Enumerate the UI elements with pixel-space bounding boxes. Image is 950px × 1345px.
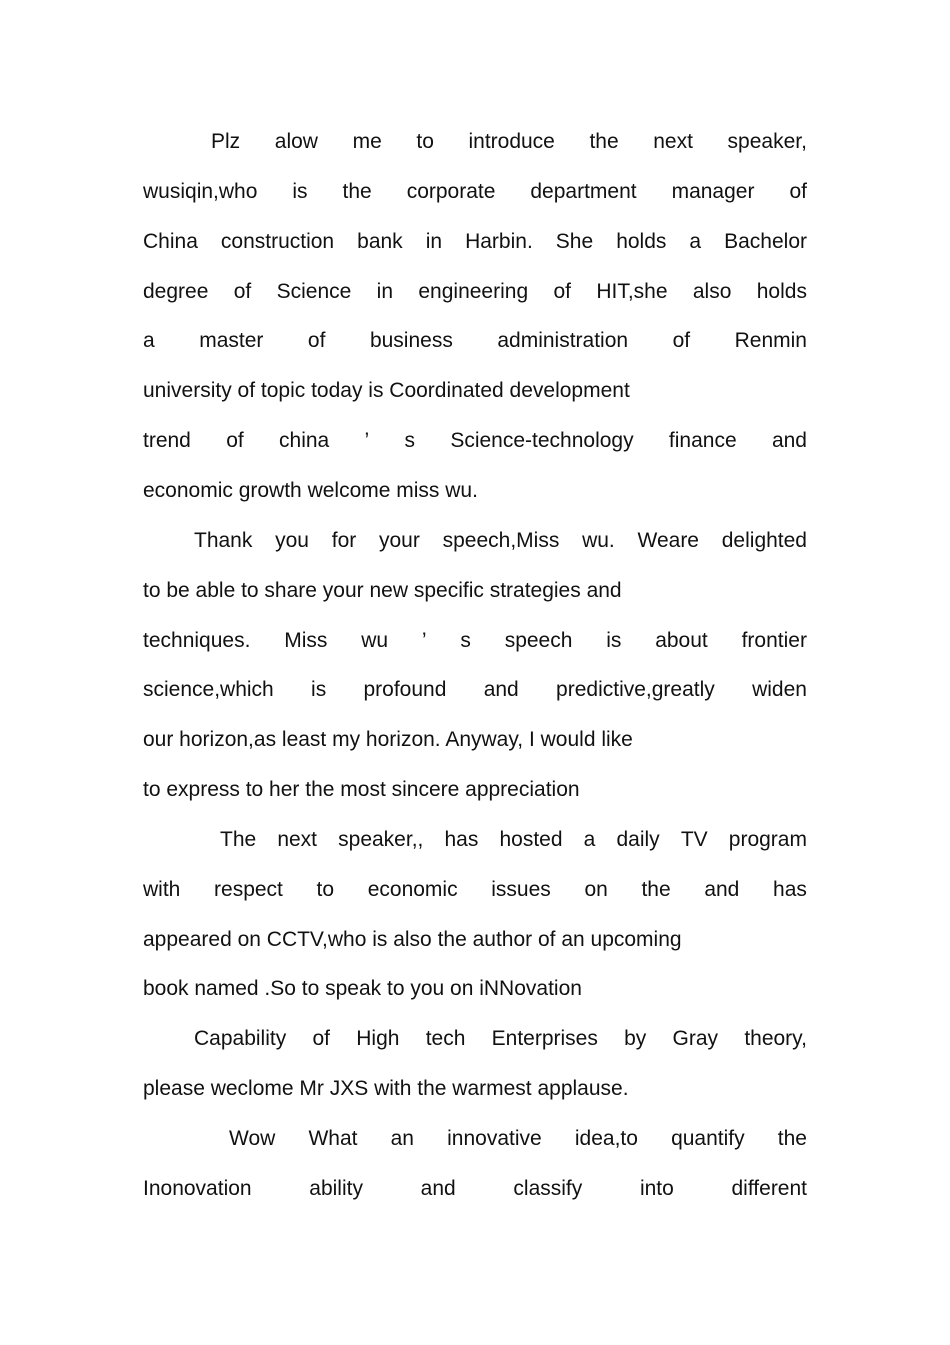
word: tech <box>425 1027 466 1050</box>
word: the <box>342 180 372 203</box>
word: Harbin. <box>465 230 533 253</box>
word: is <box>606 629 622 652</box>
word: High <box>356 1027 400 1050</box>
word: She <box>555 230 594 253</box>
word: next <box>653 130 693 153</box>
word: bank <box>357 230 403 253</box>
word: holds <box>756 280 807 303</box>
word: the <box>777 1127 807 1150</box>
word: speaker, <box>727 130 807 153</box>
text-line <box>143 478 807 504</box>
text-line <box>143 279 807 305</box>
word: daily <box>616 828 660 851</box>
word: hosted <box>499 828 563 851</box>
word: speech <box>504 629 573 652</box>
word: in <box>425 230 443 253</box>
word: Renmin <box>734 329 807 352</box>
text-line <box>143 428 807 454</box>
word: holds <box>616 230 667 253</box>
word: an <box>390 1127 414 1150</box>
text-line <box>143 328 807 354</box>
word: theory, <box>744 1027 807 1050</box>
word: economic <box>367 878 458 901</box>
word: introduce <box>468 130 555 153</box>
word: Capability <box>194 1027 287 1050</box>
word: master <box>199 329 264 352</box>
word: profound <box>363 678 447 701</box>
word: appeared on CCTV,who is also the author of an upcoming <box>143 928 682 951</box>
word: wusiqin,who <box>143 180 258 203</box>
word: speech,Miss <box>442 529 560 552</box>
word: administration <box>497 329 629 352</box>
word: also <box>692 280 732 303</box>
word: degree <box>143 280 209 303</box>
word: engineering <box>418 280 529 303</box>
word: business <box>369 329 453 352</box>
word: Enterprises <box>491 1027 598 1050</box>
word: quantify <box>671 1127 745 1150</box>
word: wu <box>361 629 389 652</box>
word: delighted <box>721 529 807 552</box>
word: of <box>312 1027 330 1050</box>
word: please weclome Mr JXS with the warmest applause. <box>143 1077 629 1100</box>
word: to express to her the most sincere appreciation <box>143 778 580 801</box>
word: Plz <box>211 130 241 153</box>
text-line <box>143 976 807 1002</box>
word: s <box>460 629 471 652</box>
word: and <box>704 878 740 901</box>
word: and <box>771 429 807 452</box>
word: Thank <box>194 529 253 552</box>
word: by <box>624 1027 647 1050</box>
word: different <box>731 1177 807 1200</box>
word: What <box>308 1127 358 1150</box>
word: classify <box>513 1177 583 1200</box>
word: issues <box>491 878 551 901</box>
text-line <box>143 1176 807 1202</box>
word: next <box>277 828 318 851</box>
word: Science <box>276 280 352 303</box>
text-line <box>194 528 807 554</box>
word: corporate <box>406 180 496 203</box>
word: alow <box>274 130 318 153</box>
word: China <box>143 230 198 253</box>
word: a <box>689 230 702 253</box>
word: finance <box>668 429 737 452</box>
word: your <box>379 529 420 552</box>
word: of <box>672 329 691 352</box>
word: Inonovation <box>143 1177 252 1200</box>
word: techniques. <box>143 629 251 652</box>
word: speaker,, <box>338 828 424 851</box>
text-line <box>143 179 807 205</box>
word: of <box>307 329 326 352</box>
word: wu. <box>582 529 615 552</box>
word: science,which <box>143 678 274 701</box>
word: and <box>420 1177 456 1200</box>
word: our horizon,as least my horizon. Anyway, I would like <box>143 728 633 751</box>
word: has <box>444 828 479 851</box>
word: ’ <box>421 629 427 652</box>
word: university of topic today is Coordinated development <box>143 379 630 402</box>
word: of <box>226 429 244 452</box>
text-line <box>143 578 807 604</box>
word: idea,to <box>574 1127 638 1150</box>
text-line <box>143 229 807 255</box>
text-line <box>194 1026 807 1052</box>
word: with <box>143 878 181 901</box>
word: me <box>352 130 382 153</box>
word: is <box>292 180 308 203</box>
text-line <box>229 1126 807 1152</box>
word: The <box>220 828 257 851</box>
word: widen <box>752 678 807 701</box>
word: department <box>530 180 637 203</box>
word: in <box>376 280 394 303</box>
word: trend <box>143 429 191 452</box>
word: of <box>233 280 252 303</box>
word: china <box>279 429 330 452</box>
text-line <box>211 129 807 155</box>
word: Science-technology <box>450 429 634 452</box>
text-line <box>143 727 807 753</box>
word: manager <box>671 180 755 203</box>
word: book named .So to speak to you on iNNovation <box>143 977 582 1000</box>
word: has <box>773 878 807 901</box>
text-line <box>143 877 807 903</box>
word: to <box>416 130 434 153</box>
text-line <box>143 677 807 703</box>
word: innovative <box>447 1127 542 1150</box>
word: ability <box>309 1177 363 1200</box>
word: of <box>553 280 571 303</box>
word: respect <box>214 878 283 901</box>
text-line <box>143 628 807 654</box>
word: a <box>583 828 596 851</box>
word: and <box>483 678 519 701</box>
word: ’ <box>364 429 370 452</box>
word: program <box>728 828 807 851</box>
word: to be able to share your new specific strategies and <box>143 579 622 602</box>
word: economic growth welcome miss wu. <box>143 479 478 502</box>
word: Bachelor <box>724 230 807 253</box>
word: the <box>641 878 671 901</box>
text-line <box>143 378 807 404</box>
word: construction <box>220 230 335 253</box>
word: frontier <box>741 629 807 652</box>
word: Gray <box>672 1027 719 1050</box>
word: a <box>143 329 155 352</box>
word: predictive,greatly <box>556 678 715 701</box>
word: to <box>316 878 335 901</box>
text-line <box>143 777 807 803</box>
text-line <box>143 1076 807 1102</box>
word: into <box>639 1177 674 1200</box>
text-line <box>143 927 807 953</box>
word: TV <box>680 828 708 851</box>
word: for <box>331 529 357 552</box>
word: HIT,she <box>596 280 668 303</box>
word: on <box>584 878 608 901</box>
word: Weare <box>637 529 699 552</box>
word: about <box>655 629 708 652</box>
word: Wow <box>229 1127 276 1150</box>
text-line <box>220 827 807 853</box>
word: s <box>404 429 416 452</box>
word: the <box>589 130 619 153</box>
word: is <box>311 678 327 701</box>
word: you <box>275 529 309 552</box>
word: Miss <box>284 629 328 652</box>
word: of <box>789 180 807 203</box>
